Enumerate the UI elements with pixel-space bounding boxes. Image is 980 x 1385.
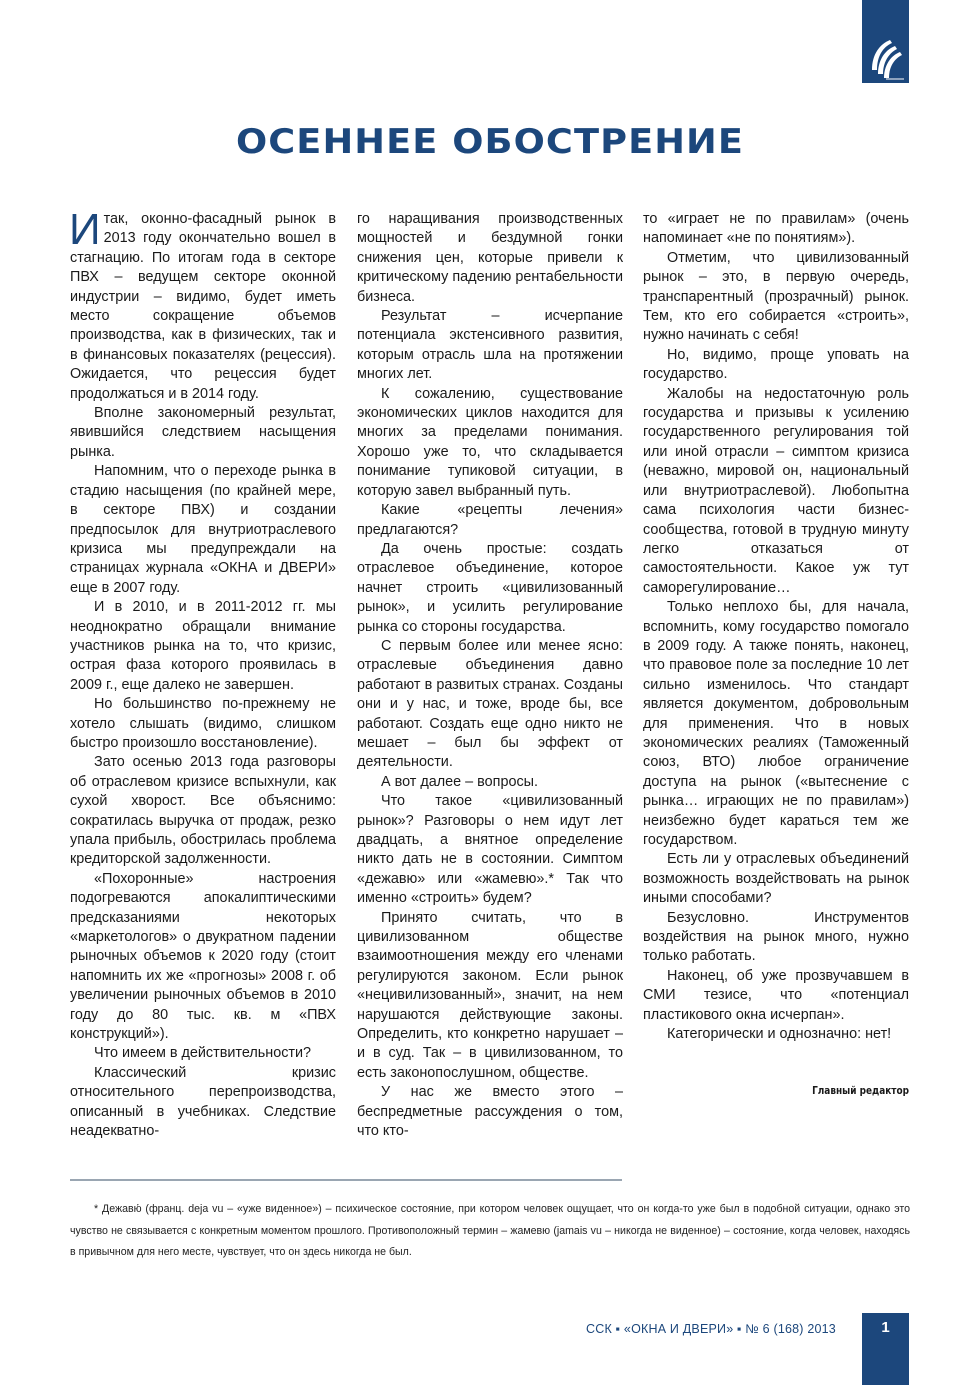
paragraph: А вот далее – вопросы. (381, 773, 538, 790)
paragraph: И в 2010, и в 2011-2012 гг. мы неоднократно обращали внимание участников рынка на то, что кризис, острая фаза которого проявилась в 2009 г., еще далеко не завершен. (70, 599, 336, 693)
publication-info: ССК ▪ «ОКНА И ДВЕРИ» ▪ № 6 (168) 2013 (586, 1322, 836, 1336)
paragraph: Принято считать, что в цивилизованном обществе взаимоотношения между его членами регулируются законом. Если рынок «нецивилизованный», значит, на нем нарушаются действующие законы. Определить, кто конкретно нарушает – и в суд. Так – в цивилизованном, то есть законопослушном, обществе. (357, 909, 623, 1081)
footnote-marker: * (94, 1203, 99, 1215)
paragraph: го наращивания производственных мощностей и бездумной гонки снижения цен, которые привели к критическому падению рентабельности бизнеса. (357, 211, 624, 305)
paragraph: Отметим, что цивилизованный рынок – это, в первую очередь, транспарентный (прозрачный) рынок. Тем, кто его собирается «строить», нужно начинать с себя! (643, 249, 909, 344)
paragraph: У нас же вместо этого – беспредметные рассуждения о том, что кто- (357, 1084, 623, 1140)
drop-cap: И (69, 205, 101, 254)
paragraph: Результат – исчерпание потенциала экстенсивного развития, которым отрасль шла на протяжении многих лет. (357, 308, 623, 383)
footnote-text: Дежавю́ (франц. deja vu – «уже виденное») – психическое состояние, при котором человек ощущает, что он когда-то уже был в подобной ситуации, однако это чувство не связывается с конкретным моментом прошлого. Противоположный термин – жамевю (jamais vu – никогда не виденное) – состояние, когда человек, находясь в привычном для него месте, чувствует, что он здесь никогда не был. (70, 1203, 910, 1258)
page-number: 1 (881, 1319, 890, 1336)
paragraph: Что такое «цивилизованный рынок»? Разговоры о нем идут лет двадцать, а внятное определение никто дать не в состоянии. Симптом «дежавю» или «жамевю».* Так что именно «строить» будем? (357, 793, 623, 907)
paragraph: Какие «рецепты лечения» предлагаются? (357, 502, 623, 538)
paragraph: Напомним, что о переходе рынка в стадию насыщения (по крайней мере, в секторе ПВХ) и создании предпосылок для внутриотраслевого кризиса мы предупреждали на страницах журнала «ОКНА и ДВЕРИ» еще в 2007 году. (70, 463, 336, 596)
logo-tab (862, 0, 909, 83)
footnote (70, 1199, 910, 1264)
paragraph: Но большинство по-прежнему не хотело слышать (видимо, слишком быстро произошло восстановление). (70, 696, 336, 751)
paragraph: Наконец, об уже прозвучавшем в СМИ тезисе, что «потенциал пластикового окна исчерпан». (643, 967, 909, 1023)
article-column-3 (643, 210, 909, 1044)
paragraph: Категорически и однозначно: нет! (667, 1026, 892, 1043)
paragraph: Вполне закономерный результат, явившийся следствием насыщения рынка. (70, 405, 336, 460)
paragraph: Жалобы на недостаточную роль государства и призывы к усилению государственного регулирования той или иной отрасли – симптом кризиса (неважно, мировой он, национальный или внутриотраслевой). Любопытна сама психология части бизнес-сообщества, готовой в трудную минуту легко отказаться от самостоятельности. Какое уж тут саморегулирование… (643, 385, 909, 596)
article-column-1 (69, 205, 336, 1142)
paragraph: Только неплохо бы, для начала, вспомнить, кому государство помогало в 2009 году. А также понять, наконец, что правовое поле за последние 10 лет сильно изменилось. Что стандарт является документом, добровольным для применения. Что в новых экономических реалиях (Таможенный союз, ВТО) любое ограничение доступа на рынок («вытеснение с рынка… играющих не по правилам») неизбежно будет караться тем же государством. (643, 599, 909, 848)
page-number-tab (862, 1313, 909, 1385)
paragraph: С первым более или менее ясно: отраслевые объединения давно работают в развитых странах. Созданы они и у нас, и тоже, вроде бы, все работают. Создать еще одно никто не мешает – был бы эффект от деятельности. (357, 637, 623, 771)
stylized-arcs-logo-icon (868, 36, 904, 80)
paragraph: Классический кризис относительного перепроизводства, описанный в учебниках. Следствие неадекватно- (70, 1064, 336, 1140)
paragraph: то «играет не по правилам» (очень напоминает «не по понятиям»). (643, 211, 909, 247)
article-title: ОСЕННЕЕ ОБОСТРЕНИЕ (235, 122, 745, 162)
author-signature: Главный редактор (812, 1085, 909, 1097)
paragraph: Но, видимо, проще уповать на государство. (643, 346, 909, 383)
paragraph: «Похоронные» настроения подогреваются апокалиптическими предсказаниями некоторых «маркетологов» о двукратном падении рыночных объемов к 2020 году (стоит напомнить их же «прогнозы» 2008 г. об увеличении рыночных объемов в 2010 году до 80 тыс. кв. м «ПВХ конструкций»). (70, 870, 336, 1043)
footnote-divider (70, 1179, 622, 1181)
article-column-2 (357, 210, 623, 1142)
paragraph: Что имеем в действительности? (94, 1045, 312, 1062)
paragraph: Итак, оконно-фасадный рынок в 2013 году окончательно вошел в стагнацию. По итогам года в секторе ПВХ – ведущем секторе оконной индустрии – видимо, будет иметь место сокращение объемов производства, как в физических, так и в финансовых показателях (рецессия). Ожидается, что рецессия будет продолжаться и в 2014 году. (69, 205, 336, 402)
paragraph: К сожалению, существование экономических циклов находится для многих за пределами понимания. Хорошо уже то, что складывается понимание тупиковой ситуации, в которую завел выбранный путь. (357, 385, 623, 499)
paragraph: Да очень простые: создать отраслевое объединение, которое начнет строить «цивилизованный рынок», и усилить регулирование рынка со стороны государства. (357, 540, 623, 635)
paragraph: Безусловно. Инструментов воздействия на рынок много, нужно только работать. (643, 909, 909, 965)
paragraph: Есть ли у отраслевых объединений возможность воздействовать на рынок иными способами? (643, 851, 909, 907)
paragraph: Зато осенью 2013 года разговоры об отраслевом кризисе вспыхнули, как сухой хворост. Все объяснимо: сократилась выручка от продаж, резко упала прибыль, обострилась проблема кредиторской задолженности. (70, 754, 336, 868)
